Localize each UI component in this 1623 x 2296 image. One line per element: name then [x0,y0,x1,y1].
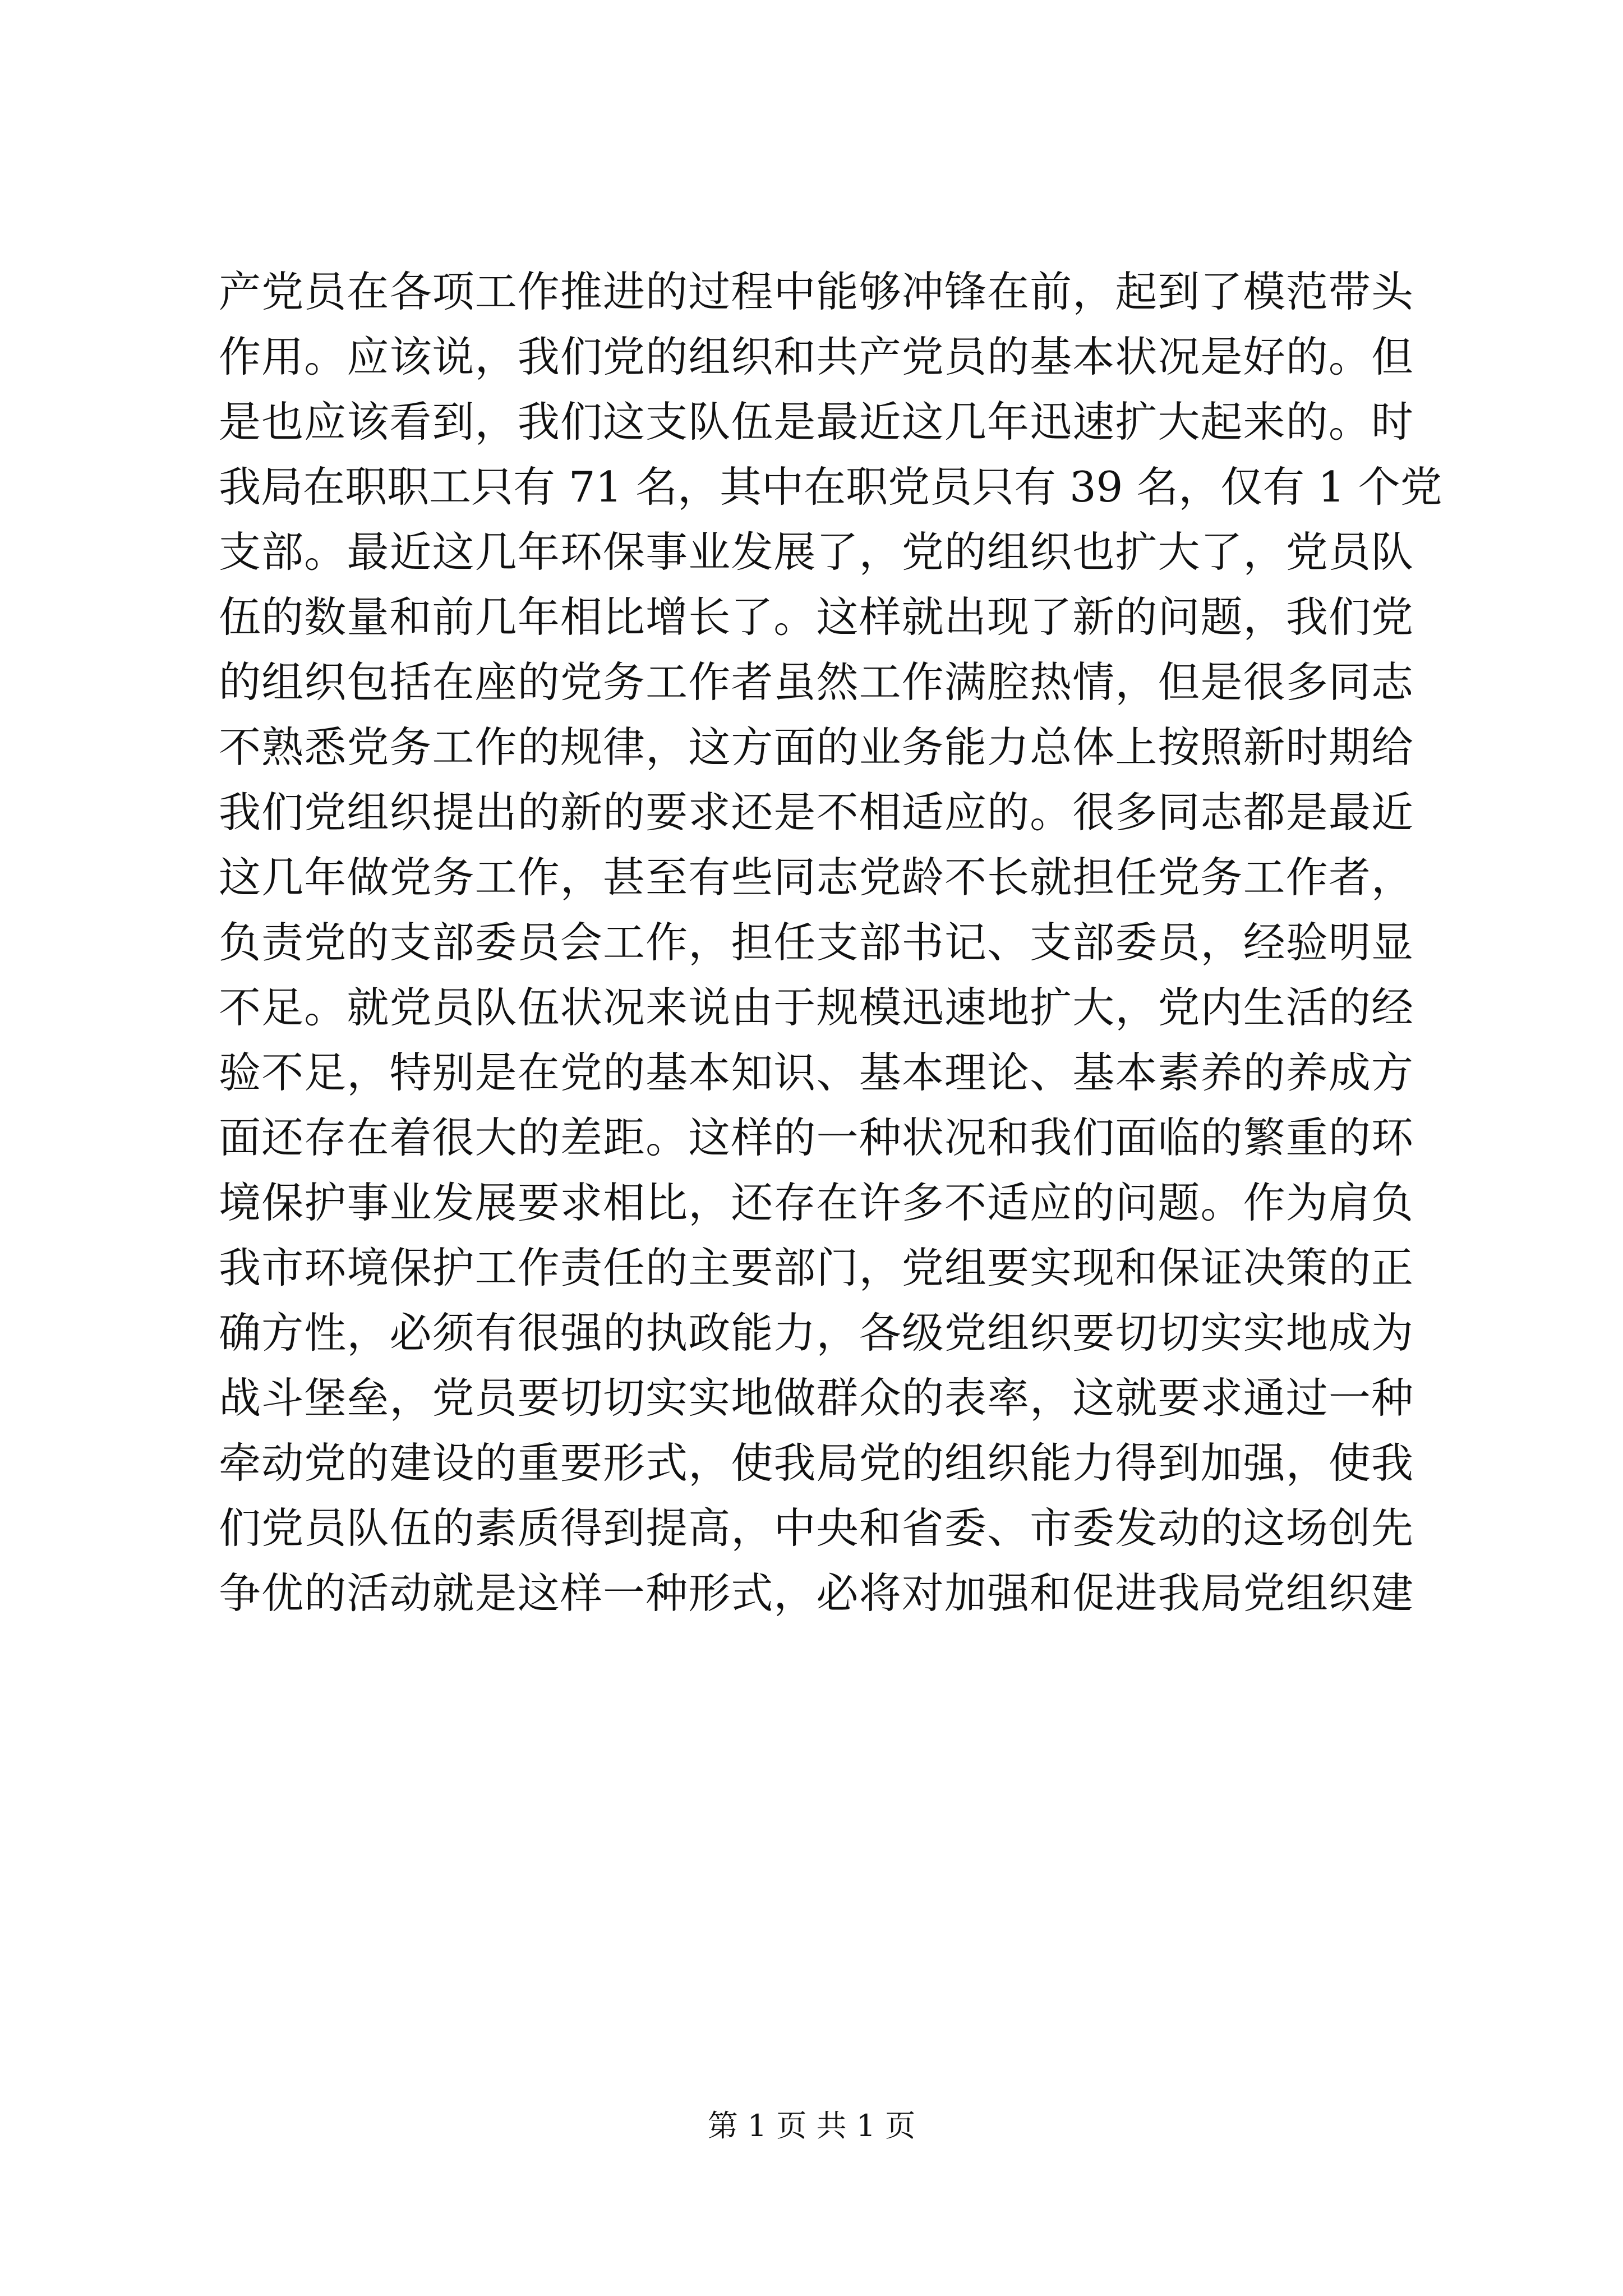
text-line: 境保护事业发展要求相比，还存在许多不适应的问题。作为肩负 [219,1178,1413,1227]
text-line: 的组织包括在座的党务工作者虽然工作满腔热情，但是很多同志 [219,657,1413,707]
body-text [219,259,1442,1626]
text-line: 争优的活动就是这样一种形式，必将对加强和促进我局党组织建 [219,1568,1413,1618]
text-line: 不熟悉党务工作的规律，这方面的业务能力总体上按照新时期给 [219,723,1413,772]
text-line: 这几年做党务工作，甚至有些同志党龄不长就担任党务工作者， [219,853,1413,902]
text-line: 负责党的支部委员会工作，担任支部书记、支部委员，经验明显 [219,918,1413,967]
text-line: 作用。应该说，我们党的组织和共产党员的基本状况是好的。但 [219,332,1413,381]
text-line: 伍的数量和前几年相比增长了。这样就出现了新的问题，我们党 [219,592,1413,642]
text-line: 是也应该看到，我们这支队伍是最近这几年迅速扩大起来的。时 [219,397,1413,447]
text-line: 支部。最近这几年环保事业发展了，党的组织也扩大了，党员队 [219,527,1413,577]
text-line: 我局在职职工只有 71 名，其中在职党员只有 39 名，仅有 1 个党 [219,462,1442,512]
text-line: 牵动党的建设的重要形式，使我局党的组织能力得到加强，使我 [219,1438,1413,1488]
text-line: 不足。就党员队伍状况来说由于规模迅速地扩大，党内生活的经 [219,983,1413,1032]
text-line: 战斗堡垒，党员要切切实实地做群众的表率，这就要求通过一种 [219,1373,1413,1423]
text-line: 产党员在各项工作推进的过程中能够冲锋在前，起到了模范带头 [219,267,1413,316]
page-footer: 第 1 页 共 1 页 [707,2108,916,2143]
text-line: 我市环境保护工作责任的主要部门，党组要实现和保证决策的正 [219,1243,1413,1292]
text-line: 我们党组织提出的新的要求还是不相适应的。很多同志都是最近 [219,788,1413,837]
text-line: 验不足，特别是在党的基本知识、基本理论、基本素养的养成方 [219,1048,1413,1097]
text-line: 们党员队伍的素质得到提高，中央和省委、市委发动的这场创先 [219,1503,1413,1553]
text-line: 确方性，必须有很强的执政能力，各级党组织要切切实实地成为 [219,1308,1413,1358]
text-line: 面还存在着很大的差距。这样的一种状况和我们面临的繁重的环 [219,1113,1413,1162]
